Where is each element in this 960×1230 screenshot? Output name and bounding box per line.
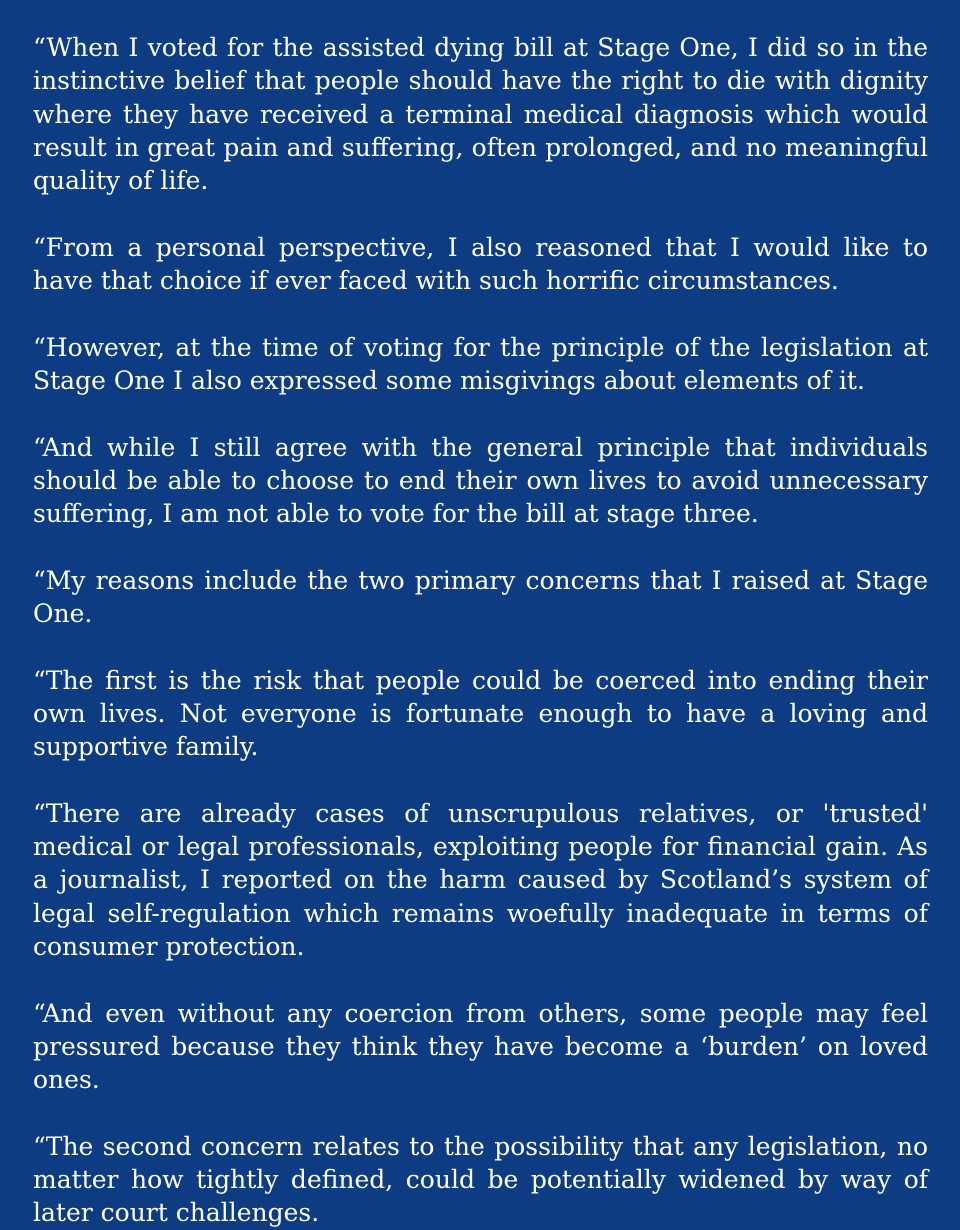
- paragraph-5: “My reasons include the two primary concerns that I raised at Stage One.: [33, 565, 928, 629]
- paragraph-9: “The second concern relates to the possibility that any legislation, no matter how tightly defined, could be potentially widened by way of later court challenges.: [33, 1131, 928, 1228]
- paragraph-7: “There are already cases of unscrupulous relatives, or 'trusted' medical or legal professionals, exploiting people for financial gain. As a journalist, I reported on the harm caused by Scotland’s system of legal self-regulation which remains woefully inadequate in terms of consumer protection.: [33, 798, 928, 962]
- paragraph-6: “The first is the risk that people could be coerced into ending their own lives. Not everyone is fortunate enough to have a loving and supportive family.: [33, 665, 928, 762]
- paragraph-8: “And even without any coercion from others, some people may feel pressured because they think they have become a ‘burden’ on loved ones.: [33, 998, 928, 1095]
- paragraph-4: “And while I still agree with the general principle that individuals should be able to choose to end their own lives to avoid unnecessary suffering, I am not able to vote for the bill at stage three.: [33, 432, 928, 529]
- paragraph-3: “However, at the time of voting for the principle of the legislation at Stage One I also expressed some misgivings about elements of it.: [33, 332, 928, 395]
- paragraph-1: “When I voted for the assisted dying bill at Stage One, I did so in the instinctive belief that people should have the right to die with dignity where they have received a terminal medical diagnosis which would result in great pain and suffering, often prolonged, and no meaningful quality of life.: [33, 33, 928, 196]
- paragraph-2: “From a personal perspective, I also reasoned that I would like to have that choice if ever faced with such horrific circumstances.: [33, 232, 928, 296]
